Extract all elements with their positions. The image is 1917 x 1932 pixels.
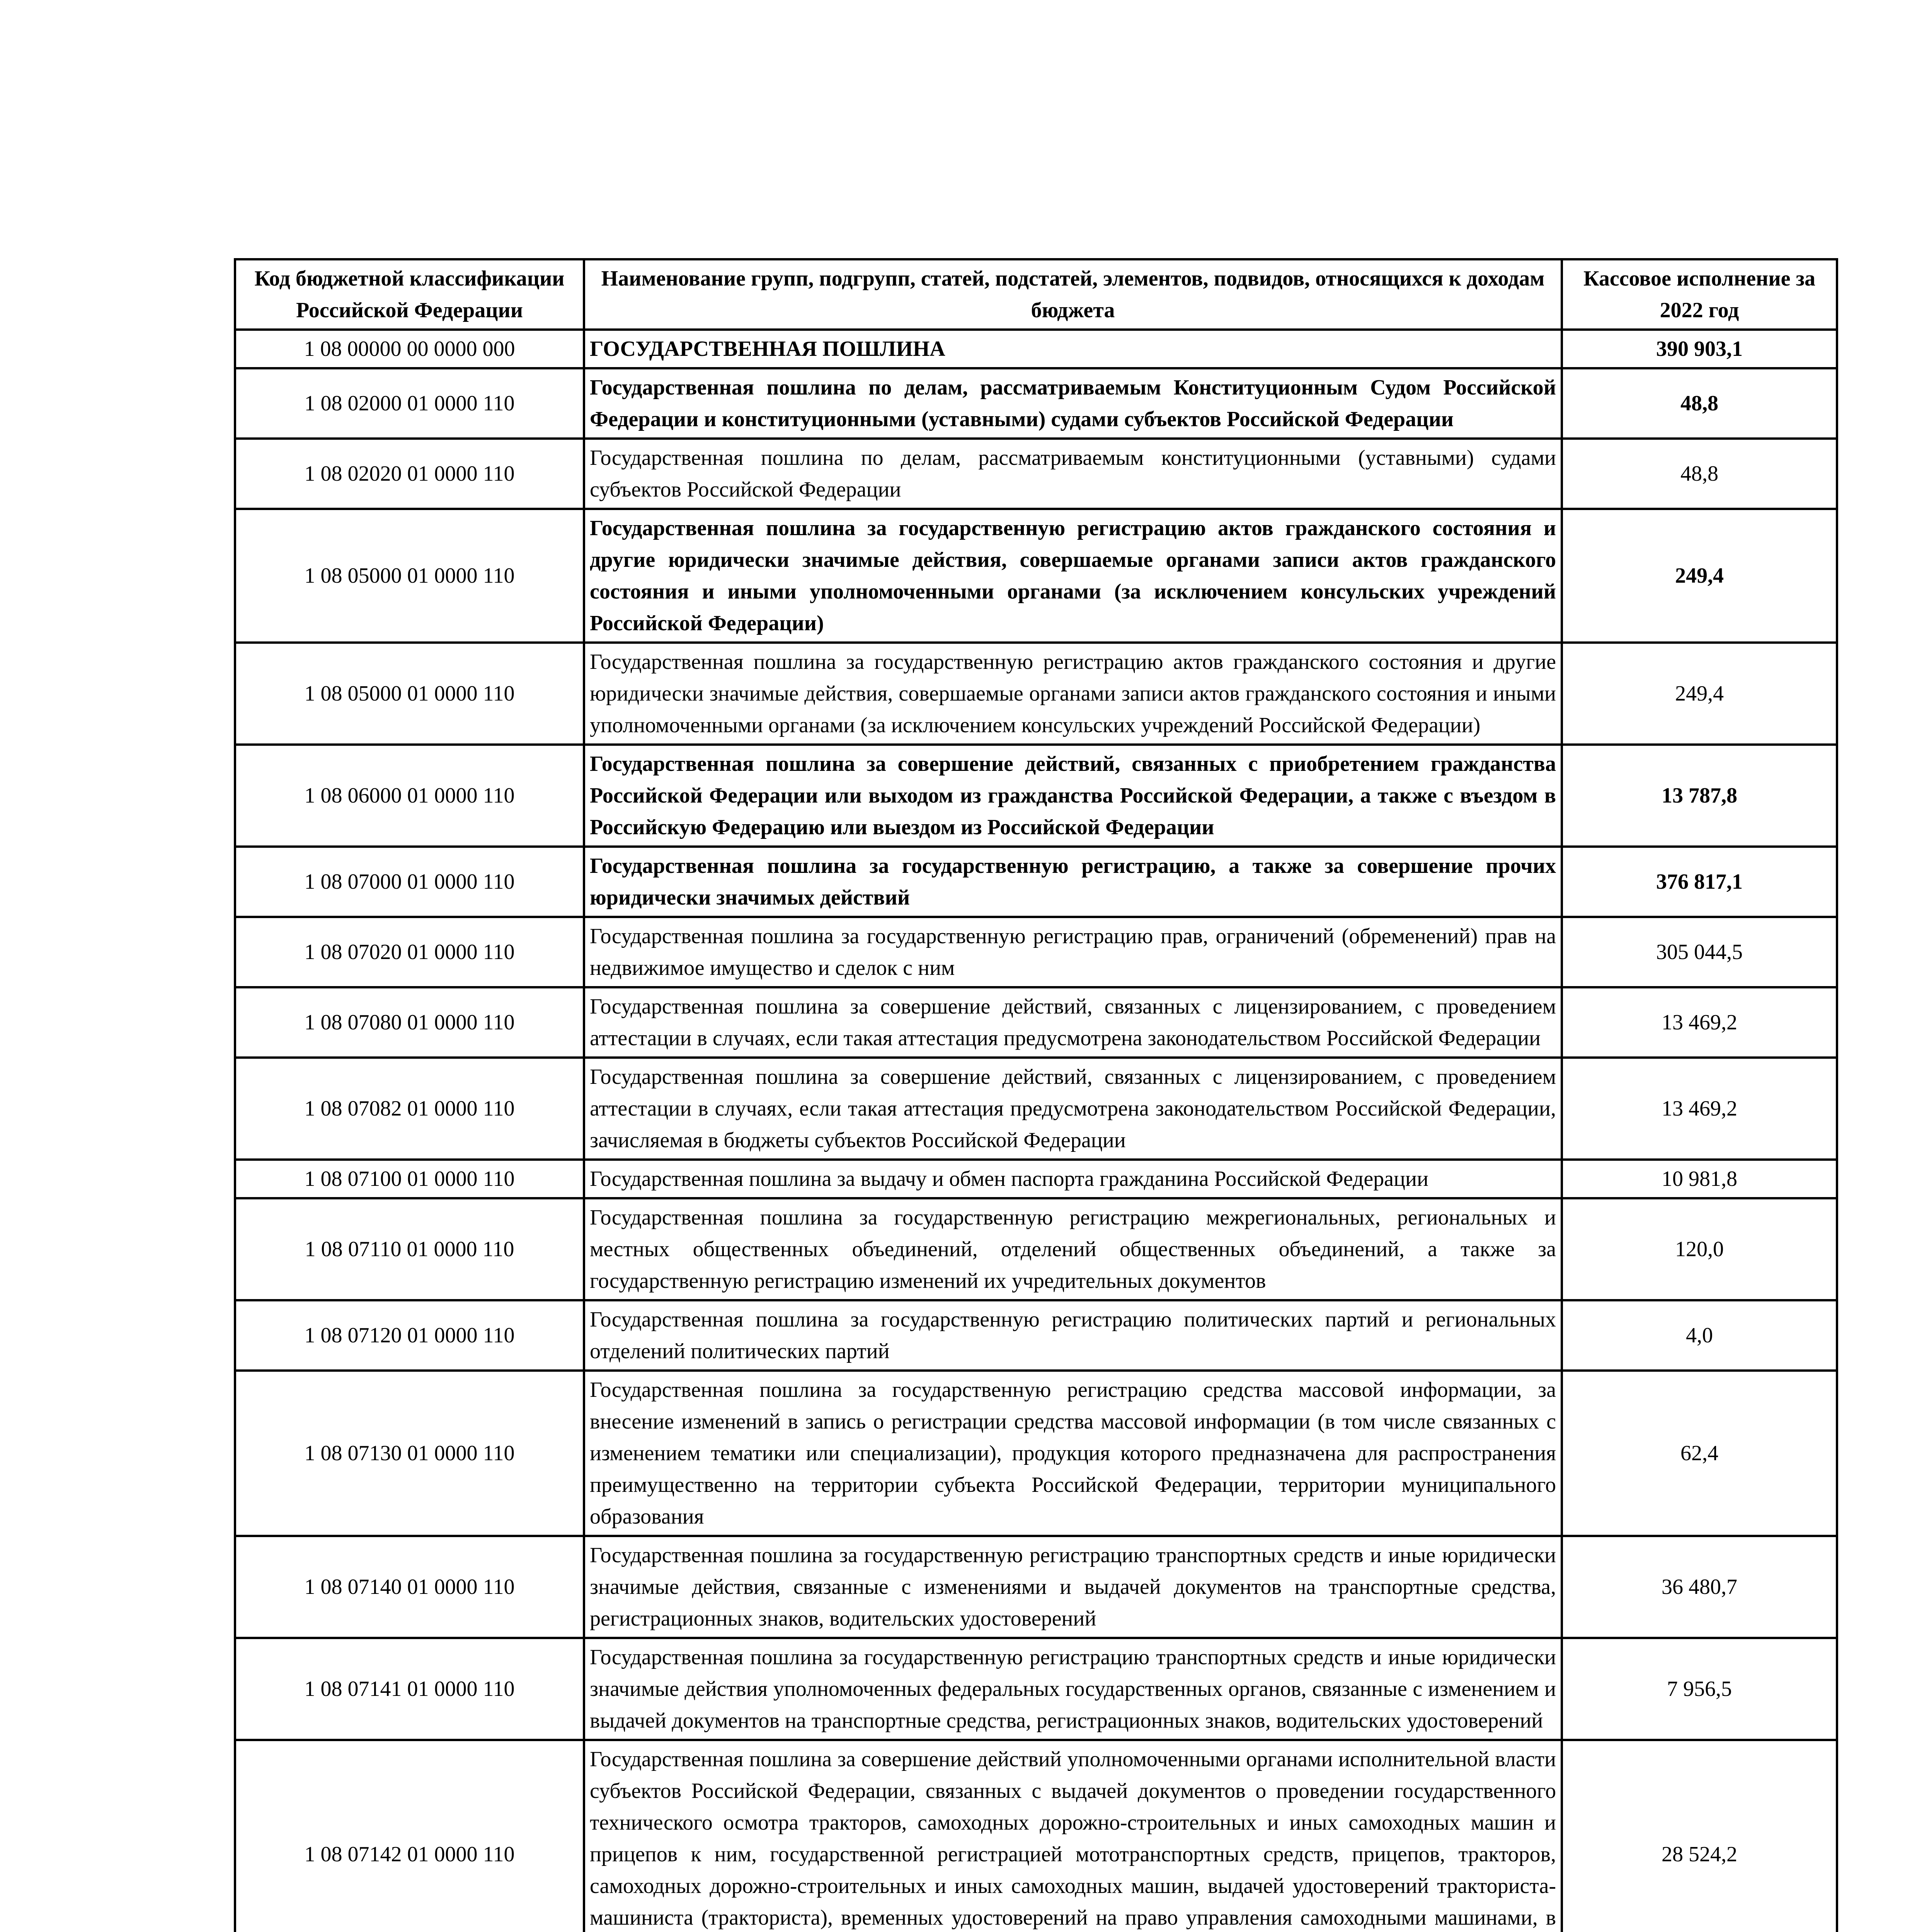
cell-amount: 36 480,7 xyxy=(1562,1536,1837,1638)
cell-name: Государственная пошлина за совершение действий, связанных с лицензированием, с проведением аттестации в случаях, если такая аттестация предусмотрена законодательством Российской Федерации xyxy=(584,987,1562,1058)
cell-name: Государственная пошлина за совершение действий уполномоченными органами исполнительной власти субъектов Российской Федерации, связанных с выдачей документов о проведении государственного технического осмотра тракторов, самоходных дорожно-строительных и иных самоходных машин и прицепов к ним, государственной регистрацией мототранспортных средств, прицепов, тракторов, самоходных дорожно-строительных и иных самоходных машин, выдачей удостоверений тракториста-машиниста (тракториста), временных удостоверений на право управления самоходными машинами, в xyxy=(584,1740,1562,1932)
cell-amount: 120,0 xyxy=(1562,1198,1837,1300)
cell-name: Государственная пошлина за государственную регистрацию транспортных средств и иные юридически значимые действия, связанные с изменениями и выдачей документов на транспортные средства, регистрационных знаков, водительских удостоверений xyxy=(584,1536,1562,1638)
table-row xyxy=(235,987,1837,1058)
cell-amount: 7 956,5 xyxy=(1562,1638,1837,1740)
cell-name: Государственная пошлина за совершение действий, связанных с лицензированием, с проведением аттестации в случаях, если такая аттестация предусмотрена законодательством Российской Федерации, зачисляемая в бюджеты субъектов Российской Федерации xyxy=(584,1058,1562,1160)
cell-name: Государственная пошлина по делам, рассматриваемым Конституционным Судом Российской Федерации и конституционными (уставными) судами субъектов Российской Федерации xyxy=(584,368,1562,439)
cell-amount: 48,8 xyxy=(1562,439,1837,509)
cell-name: Государственная пошлина за государственную регистрацию средства массовой информации, за внесение изменений в запись о регистрации средства массовой информации (в том числе связанных с изменением тематики или специализации), продукция которого предназначена для распространения преимущественно на территории субъекта Российской Федерации, территории муниципального образования xyxy=(584,1371,1562,1536)
cell-name: Государственная пошлина по делам, рассматриваемым конституционными (уставными) судами субъектов Российской Федерации xyxy=(584,439,1562,509)
cell-name: Государственная пошлина за выдачу и обмен паспорта гражданина Российской Федерации xyxy=(584,1160,1562,1198)
table-row xyxy=(235,330,1837,368)
table-row xyxy=(235,1058,1837,1160)
header-amount: Кассовое исполнение за 2022 год xyxy=(1562,259,1837,330)
cell-name: Государственная пошлина за государственную регистрацию политических партий и региональных отделений политических партий xyxy=(584,1300,1562,1371)
cell-code: 1 08 07000 01 0000 110 xyxy=(235,847,584,917)
table-row xyxy=(235,1638,1837,1740)
table-row xyxy=(235,1371,1837,1536)
cell-code: 1 08 02020 01 0000 110 xyxy=(235,439,584,509)
cell-name: Государственная пошлина за государственную регистрацию прав, ограничений (обременений) прав на недвижимое имущество и сделок с ним xyxy=(584,917,1562,987)
cell-code: 1 08 07142 01 0000 110 xyxy=(235,1740,584,1932)
cell-code: 1 08 00000 00 0000 000 xyxy=(235,330,584,368)
cell-amount: 249,4 xyxy=(1562,509,1837,643)
cell-name: Государственная пошлина за государственную регистрацию актов гражданского состояния и другие юридически значимые действия, совершаемые органами записи актов гражданского состояния и иными уполномоченными органами (за исключением консульских учреждений Российской Федерации) xyxy=(584,509,1562,643)
cell-amount: 28 524,2 xyxy=(1562,1740,1837,1932)
header-code: Код бюджетной классификации Российской Федерации xyxy=(235,259,584,330)
budget-table xyxy=(234,258,1838,1932)
cell-amount: 13 469,2 xyxy=(1562,1058,1837,1160)
cell-name: Государственная пошлина за государственную регистрацию актов гражданского состояния и другие юридически значимые действия, совершаемые органами записи актов гражданского состояния и иными уполномоченными органами (за исключением консульских учреждений Российской Федерации) xyxy=(584,643,1562,745)
cell-code: 1 08 07020 01 0000 110 xyxy=(235,917,584,987)
cell-code: 1 08 06000 01 0000 110 xyxy=(235,745,584,847)
table-row xyxy=(235,1160,1837,1198)
cell-amount: 10 981,8 xyxy=(1562,1160,1837,1198)
table-row xyxy=(235,1198,1837,1300)
cell-code: 1 08 07141 01 0000 110 xyxy=(235,1638,584,1740)
cell-amount: 13 787,8 xyxy=(1562,745,1837,847)
table-body xyxy=(235,330,1837,1932)
cell-amount: 4,0 xyxy=(1562,1300,1837,1371)
cell-code: 1 08 02000 01 0000 110 xyxy=(235,368,584,439)
table-row xyxy=(235,917,1837,987)
table-row xyxy=(235,1300,1837,1371)
table-row xyxy=(235,1740,1837,1932)
cell-amount: 390 903,1 xyxy=(1562,330,1837,368)
table-header-row xyxy=(235,259,1837,330)
cell-code: 1 08 07130 01 0000 110 xyxy=(235,1371,584,1536)
table-row xyxy=(235,643,1837,745)
cell-code: 1 08 05000 01 0000 110 xyxy=(235,509,584,643)
cell-code: 1 08 07140 01 0000 110 xyxy=(235,1536,584,1638)
cell-code: 1 08 07082 01 0000 110 xyxy=(235,1058,584,1160)
cell-name: ГОСУДАРСТВЕННАЯ ПОШЛИНА xyxy=(584,330,1562,368)
header-name: Наименование групп, подгрупп, статей, подстатей, элементов, подвидов, относящихся к доходам бюджета xyxy=(584,259,1562,330)
cell-code: 1 08 07080 01 0000 110 xyxy=(235,987,584,1058)
cell-code: 1 08 07100 01 0000 110 xyxy=(235,1160,584,1198)
table-row xyxy=(235,509,1837,643)
cell-name: Государственная пошлина за государственную регистрацию межрегиональных, региональных и местных общественных объединений, отделений общественных объединений, а также за государственную регистрацию изменений их учредительных документов xyxy=(584,1198,1562,1300)
cell-amount: 62,4 xyxy=(1562,1371,1837,1536)
cell-amount: 249,4 xyxy=(1562,643,1837,745)
cell-name: Государственная пошлина за государственную регистрацию транспортных средств и иные юридически значимые действия уполномоченных федеральных государственных органов, связанные с изменением и выдачей документов на транспортные средства, регистрационных знаков, водительских удостоверений xyxy=(584,1638,1562,1740)
cell-name: Государственная пошлина за совершение действий, связанных с приобретением гражданства Российской Федерации или выходом из гражданства Российской Федерации, а также с въездом в Российскую Федерацию или выездом из Российской Федерации xyxy=(584,745,1562,847)
table-row xyxy=(235,439,1837,509)
cell-name: Государственная пошлина за государственную регистрацию, а также за совершение прочих юридически значимых действий xyxy=(584,847,1562,917)
cell-amount: 48,8 xyxy=(1562,368,1837,439)
cell-amount: 13 469,2 xyxy=(1562,987,1837,1058)
cell-amount: 305 044,5 xyxy=(1562,917,1837,987)
table-row xyxy=(235,368,1837,439)
cell-code: 1 08 05000 01 0000 110 xyxy=(235,643,584,745)
cell-code: 1 08 07120 01 0000 110 xyxy=(235,1300,584,1371)
cell-amount: 376 817,1 xyxy=(1562,847,1837,917)
table-row xyxy=(235,1536,1837,1638)
table-row xyxy=(235,847,1837,917)
table-row xyxy=(235,745,1837,847)
cell-code: 1 08 07110 01 0000 110 xyxy=(235,1198,584,1300)
